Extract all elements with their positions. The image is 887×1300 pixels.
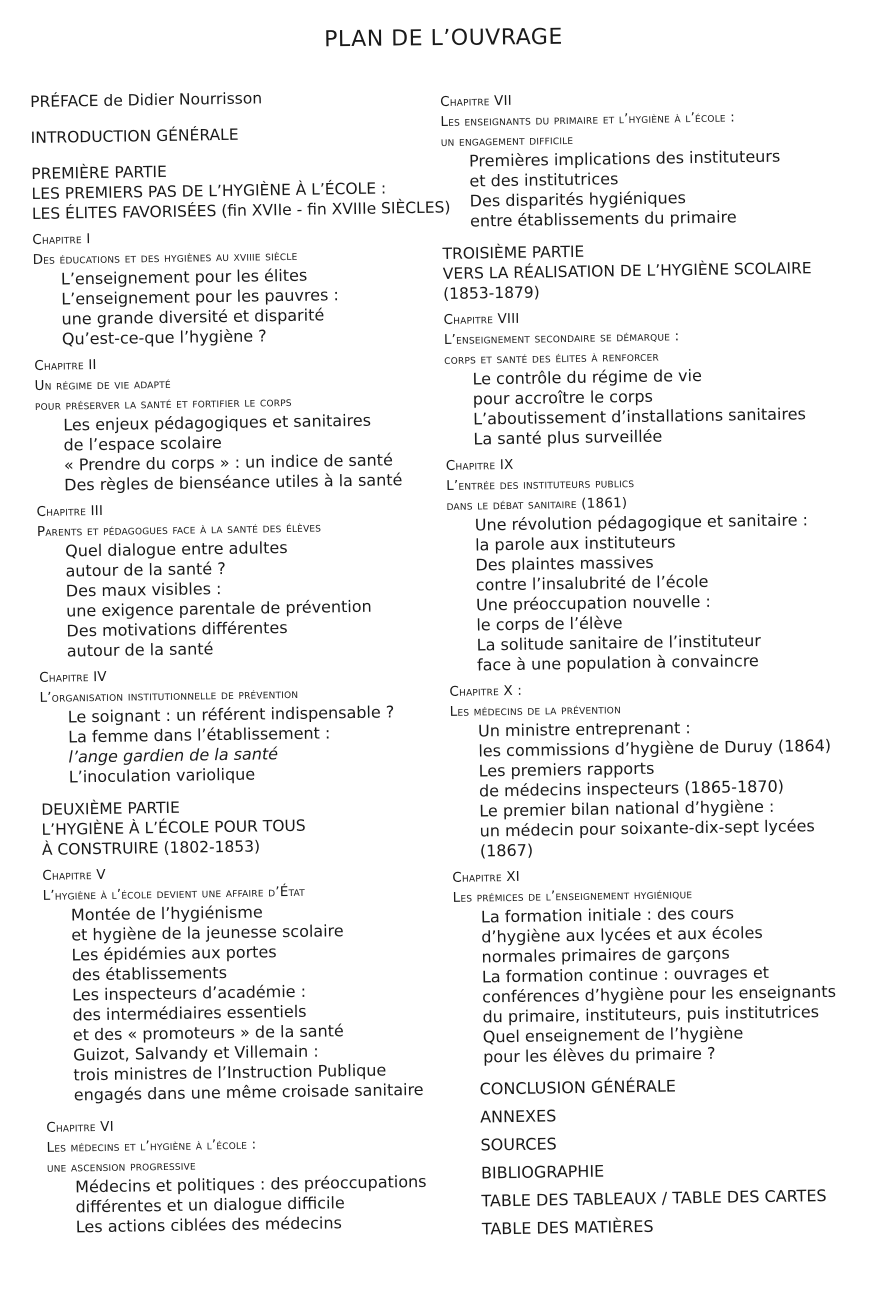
toc-item: autour de la santé ? xyxy=(65,558,226,581)
toc-item: des intermédiaires essentiels xyxy=(72,1001,307,1025)
part-1-title: LES PREMIERS PAS DE L’HYGIÈNE À L’ÉCOLE : xyxy=(31,179,387,203)
part-3-title: (1853-1879) xyxy=(443,283,540,303)
toc-item: engagés dans une même croisade sanitaire xyxy=(73,1079,424,1105)
chapter-label: Chapitre III xyxy=(36,502,104,520)
introduction-entry: INTRODUCTION GÉNÉRALE xyxy=(30,125,239,147)
chapter-label: Chapitre V xyxy=(42,866,106,884)
chapter-label: Chapitre VII xyxy=(440,92,513,110)
toc-item: d’hygiène aux lycées et aux écoles xyxy=(481,923,763,947)
chapter-label: Chapitre VI xyxy=(46,1118,114,1136)
chapter-label: Chapitre XI xyxy=(452,868,521,886)
toc-item: Les épidémies aux portes xyxy=(71,942,277,965)
toc-item: Des règles de bienséance utiles à la santé xyxy=(64,470,403,495)
chapter-4 xyxy=(39,661,461,788)
toc-item: La formation continue : ouvrages et xyxy=(481,962,770,987)
chapter-label: Chapitre IV xyxy=(39,668,107,686)
toc-item: La solitude sanitaire de l’instituteur xyxy=(476,631,762,655)
toc-item: La formation initiale : des cours xyxy=(480,903,735,927)
toc-item: Les premiers rapports xyxy=(478,758,655,781)
toc-item: autour de la santé xyxy=(66,639,214,661)
chapter-title: corps et santé des élites à renforcer xyxy=(444,348,660,368)
chapter-2 xyxy=(34,349,456,496)
toc-item: Les actions ciblées des médecins xyxy=(75,1213,343,1237)
toc-item: Médecins et politiques : des préoccupations xyxy=(75,1171,427,1197)
toc-item: différentes et un dialogue difficile xyxy=(75,1193,345,1217)
chapter-title: Les médecins et l’hygiène à l’école : xyxy=(46,1136,257,1156)
chapter-7 xyxy=(440,85,872,232)
toc-item: La santé plus surveillée xyxy=(473,426,663,449)
toc-item: entre établissements du primaire xyxy=(469,207,737,231)
toc-item: La femme dans l’établissement : xyxy=(67,723,331,747)
chapter-11 xyxy=(452,861,885,1068)
toc-item: l’ange gardien de la santé xyxy=(68,744,279,767)
chapter-title: Les enseignants du primaire et l’hygiène à l’école : xyxy=(440,109,736,130)
toc-item: L’inoculation variolique xyxy=(68,764,256,787)
chapter-title: dans le débat sanitaire (1861) xyxy=(446,495,628,514)
toc-item: des établissements xyxy=(71,963,228,985)
toc-item: L’enseignement pour les pauvres : xyxy=(61,285,339,309)
chapter-3 xyxy=(36,495,458,662)
toc-item: Des maux visibles : xyxy=(65,579,222,601)
part-2-label: DEUXIÈME PARTIE xyxy=(41,798,180,819)
part-3-label: TROISIÈME PARTIE xyxy=(442,242,585,263)
toc-item: Montée de l’hygiénisme xyxy=(70,902,263,925)
chapter-10 xyxy=(449,675,882,862)
toc-item: une grande diversité et disparité xyxy=(61,305,325,329)
toc-item: Le premier bilan national d’hygiène : xyxy=(479,796,775,821)
chapter-title: Les prémices de l’enseignement hygiénique xyxy=(452,886,693,906)
toc-item: Une révolution pédagogique et sanitaire : xyxy=(474,510,809,535)
toc-item: conférences d’hygiène pour les enseignants xyxy=(482,981,837,1007)
toc-item: Les enjeux pédagogiques et sanitaires xyxy=(63,410,372,435)
toc-item: L’enseignement pour les élites xyxy=(60,265,308,289)
chapter-title: L’hygiène à l’école devient une affaire d’État xyxy=(42,883,306,904)
chapter-label: Chapitre VIII xyxy=(443,310,520,328)
tables-entry: TABLE DES TABLEAUX / TABLE DES CARTES xyxy=(481,1186,827,1211)
toc-item: Le soignant : un référent indispensable ? xyxy=(67,702,395,727)
toc-item: et des « promoteurs » de la santé xyxy=(72,1021,344,1045)
chapter-1 xyxy=(32,223,454,350)
chapter-title: une ascension progressive xyxy=(46,1157,196,1176)
toc-right-column xyxy=(440,85,887,1240)
conclusion-entry: CONCLUSION GÉNÉRALE xyxy=(479,1076,677,1099)
toc-item: (1867) xyxy=(479,840,534,861)
toc-item: Premières implications des instituteurs xyxy=(468,146,781,171)
preface-entry: PRÉFACE de Didier Nourrisson xyxy=(30,89,263,111)
toc-item: le corps de l’élève xyxy=(476,613,623,635)
toc-item: les commissions d’hygiène de Duruy (1864) xyxy=(478,735,832,761)
toc-item: face à une population à convaincre xyxy=(476,651,759,675)
table-of-contents-entry: TABLE DES MATIÈRES xyxy=(481,1216,654,1239)
toc-item: Quel dialogue entre adultes xyxy=(65,538,288,561)
toc-item: Le contrôle du régime de vie xyxy=(472,365,703,389)
toc-item: Guizot, Salvandy et Villemain : xyxy=(72,1041,319,1065)
toc-item: de médecins inspecteurs (1865-1870) xyxy=(478,776,785,801)
chapter-title: L’entrée des instituteurs publics xyxy=(446,474,635,494)
toc-item: Une préoccupation nouvelle : xyxy=(475,591,712,615)
chapter-title: Parents et pédagogues face à la santé des élèves xyxy=(36,519,322,540)
toc-item: Un ministre entreprenant : xyxy=(477,718,691,741)
toc-item: un médecin pour soixante-dix-sept lycées xyxy=(479,816,815,841)
toc-item: pour accroître le corps xyxy=(472,386,654,409)
toc-item: du primaire, instituteurs, puis institutrices xyxy=(482,1002,820,1027)
chapter-title: un engagement difficile xyxy=(440,131,574,150)
toc-item: contre l’insalubrité de l’école xyxy=(475,571,709,595)
toc-item: une exigence parentale de prévention xyxy=(66,596,372,621)
annexes-entry: ANNEXES xyxy=(479,1106,557,1127)
chapter-title: Des éducations et des hygiènes au xviiie siècle xyxy=(32,247,298,268)
chapter-8 xyxy=(443,303,875,450)
toc-left-column xyxy=(30,85,468,1237)
part-1-label: PREMIÈRE PARTIE xyxy=(31,162,167,183)
chapter-title: L’organisation institutionnelle de prévention xyxy=(39,685,299,706)
chapter-6 xyxy=(46,1111,468,1238)
chapter-title: Les médecins de la prévention xyxy=(449,701,622,720)
toc-item: Qu’est-ce-que l’hygiène ? xyxy=(61,326,267,349)
toc-item: Les inspecteurs d’académie : xyxy=(72,981,307,1005)
toc-item: Des plaintes massives xyxy=(475,552,654,575)
toc-item: Quel enseignement de l’hygiène xyxy=(482,1023,744,1047)
chapter-9 xyxy=(446,449,879,676)
toc-item: « Prendre du corps » : un indice de santé xyxy=(63,450,393,475)
toc-item: de l’espace scolaire xyxy=(63,433,222,455)
toc-item: Des motivations différentes xyxy=(66,618,288,641)
toc-item: et des institutrices xyxy=(469,169,619,191)
chapter-label: Chapitre IX xyxy=(445,456,514,474)
chapter-title: L’enseignement secondaire se démarque : xyxy=(443,328,680,348)
toc-item: trois ministres de l’Instruction Publique xyxy=(73,1060,387,1085)
chapter-5 xyxy=(42,859,466,1106)
toc-item: Des disparités hygiéniques xyxy=(469,188,687,211)
toc-item: L’aboutissement d’installations sanitaires xyxy=(472,404,806,429)
toc-item: la parole aux instituteurs xyxy=(474,532,676,555)
bibliography-entry: BIBLIOGRAPHIE xyxy=(480,1161,605,1183)
part-3-title: VERS LA RÉALISATION DE L’HYGIÈNE SCOLAIRE xyxy=(442,259,812,283)
part-2-title: L’HYGIÈNE À L’ÉCOLE POUR TOUS xyxy=(41,816,306,839)
part-1-title: LES ÉLITES FAVORISÉES (fin XVIIe - fin XVIIIe SIÈCLES) xyxy=(31,198,451,223)
page-title: PLAN DE L’OUVRAGE xyxy=(324,24,563,53)
toc-item: et hygiène de la jeunesse scolaire xyxy=(71,921,344,945)
chapter-label: Chapitre X : xyxy=(449,682,523,700)
toc-item: pour les élèves du primaire ? xyxy=(483,1043,716,1067)
sources-entry: SOURCES xyxy=(480,1134,557,1155)
chapter-label: Chapitre II xyxy=(34,356,97,374)
toc-item: normales primaires de garçons xyxy=(481,943,730,967)
chapter-title: Un régime de vie adapté xyxy=(34,375,171,394)
chapter-label: Chapitre I xyxy=(32,231,91,248)
chapter-title: pour préserver la santé et fortifier le corps xyxy=(34,393,292,414)
part-2-title: À CONSTRUIRE (1802-1853) xyxy=(41,837,261,859)
